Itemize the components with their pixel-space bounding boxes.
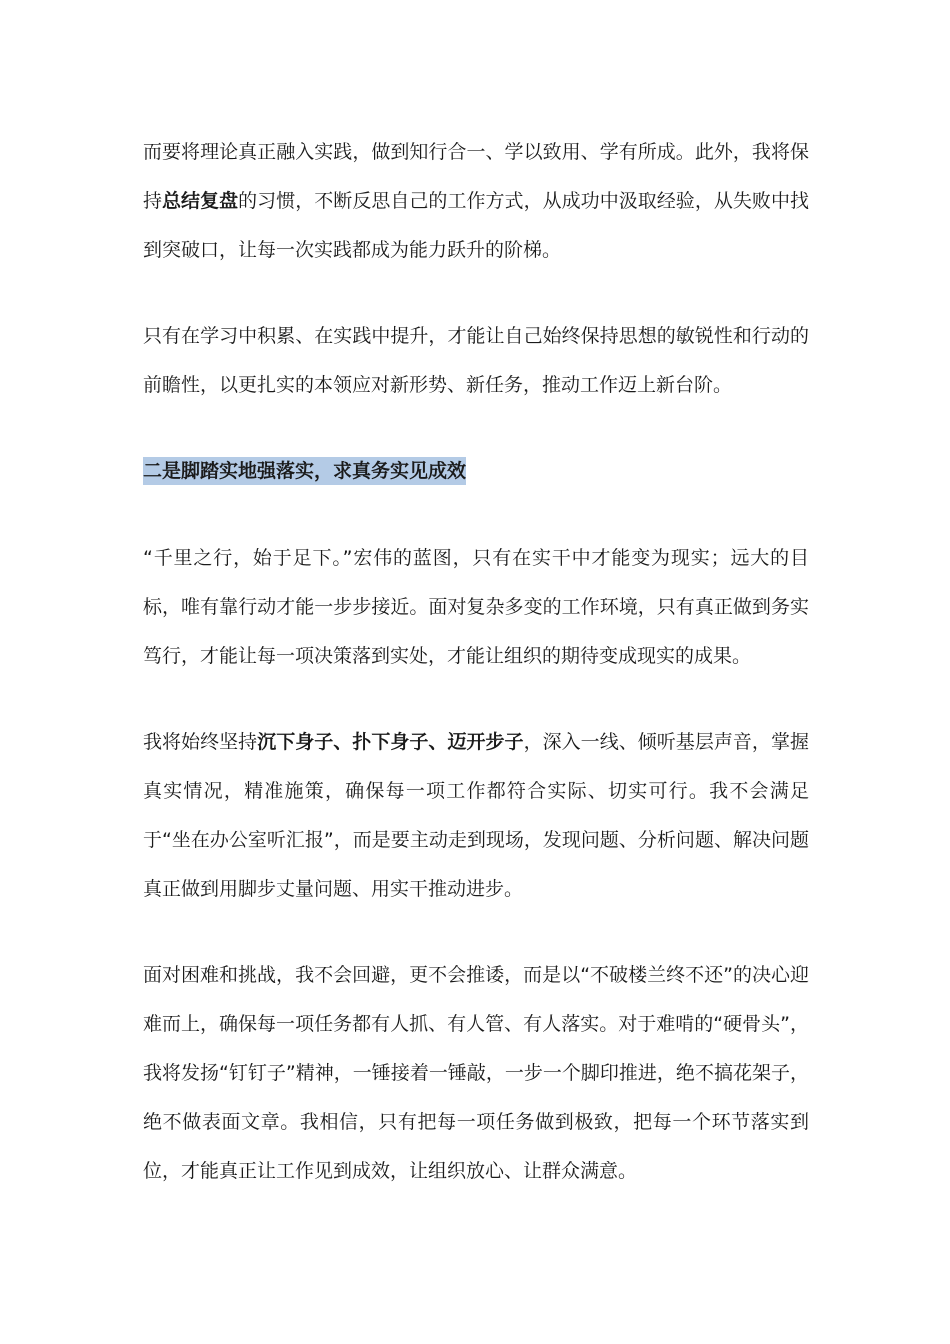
bold-phrase: 总结复盘 [162, 190, 239, 212]
paragraph-text: ，深入一线、倾听基层声音，掌握真实情况，精准施策，确保每一项工作都符合实际、切实可行。我不会满足于“坐在办公室听汇报”，而是要主动走到现场，发现问题、分析问题、解决问题真正做到用脚步丈量问题、用实干推动进步。 [143, 731, 809, 900]
paragraph-text: 而要将理论真正融入实践，做到知行合一、学以致用、学有所成。此外，我将保持 [143, 141, 809, 212]
paragraph-text: 的习惯，不断反思自己的工作方式，从成功中汲取经验，从失败中找到突破口，让每一次实践都成为能力跃升的阶梯。 [143, 190, 809, 261]
paragraph-quote [143, 534, 809, 681]
paragraph-practice [143, 128, 809, 275]
paragraph-learning [143, 312, 809, 410]
paragraph-challenges [143, 951, 809, 1196]
paragraph-text: 我将始终坚持 [143, 731, 258, 753]
highlighted-heading-text: 二是脚踏实地强落实，求真务实见成效 [143, 457, 466, 485]
document-body [143, 128, 809, 1233]
paragraph-text: 面对困难和挑战，我不会回避，更不会推诿，而是以“不破楼兰终不还”的决心迎难而上，确保每一项任务都有人抓、有人管、有人落实。对于难啃的“硬骨头”，我将发扬“钉钉子”精神，一锤接着一锤敲，一步一个脚印推进，绝不搞花架子，绝不做表面文章。我相信，只有把每一项任务做到极致，把每一个环节落实到位，才能真正让工作见到成效，让组织放心、让群众满意。 [143, 964, 809, 1182]
paragraph-frontline [143, 718, 809, 914]
paragraph-text: 只有在学习中积累、在实践中提升，才能让自己始终保持思想的敏锐性和行动的前瞻性，以更扎实的本领应对新形势、新任务，推动工作迈上新台阶。 [143, 325, 809, 396]
paragraph-text: “千里之行，始于足下。”宏伟的蓝图，只有在实干中才能变为现实；远大的目标，唯有靠行动才能一步步接近。面对复杂多变的工作环境，只有真正做到务实笃行，才能让每一项决策落到实处，才能让组织的期待变成现实的成果。 [143, 547, 809, 667]
section-heading [143, 447, 809, 496]
bold-phrase: 沉下身子、扑下身子、迈开步子 [257, 731, 524, 753]
